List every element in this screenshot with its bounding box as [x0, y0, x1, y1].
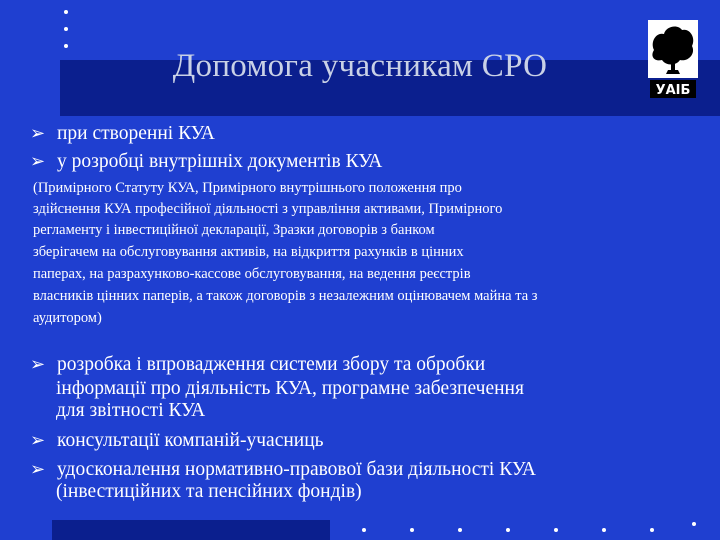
note-line: паперах, на разрахунково-кассове обслуговування, на ведення реєстрів [33, 266, 471, 282]
note-line: власників цінних паперів, а також договорів з незалежним оцінювачем майна та з [33, 288, 538, 304]
arrow-bullet-icon: ➢ [30, 459, 46, 480]
tree-logo [648, 20, 698, 100]
note-line: зберігачем на обслуговування активів, на відкриття рахунків в цінних [33, 244, 464, 260]
arrow-bullet-icon: ➢ [30, 430, 46, 451]
note-line: здійснення КУА професійної діяльності з управління активами, Примірного [33, 201, 503, 217]
bullet-continuation: інформації про діяльність КУА, програмне забезпечення [56, 378, 524, 399]
decor-dot [692, 522, 696, 526]
decor-dot [64, 27, 68, 31]
decor-dot [650, 528, 654, 532]
slide-title: Допомога учасникам СРО [172, 48, 548, 84]
decor-dot [64, 44, 68, 48]
decor-dot [64, 10, 68, 14]
decor-dot [458, 528, 462, 532]
decor-dot [410, 528, 414, 532]
note-line: регламенту і інвестиційної декларації, Зразки договорів з банком [33, 222, 435, 238]
decor-dot [602, 528, 606, 532]
decor-dot [362, 528, 366, 532]
arrow-bullet-icon: ➢ [30, 151, 46, 172]
bullet-continuation: для звітності КУА [56, 400, 206, 421]
decor-dot [554, 528, 558, 532]
bullet-continuation: (інвестиційних та пенсійних фондів) [56, 481, 362, 502]
logo-text: УАІБ [655, 83, 691, 98]
arrow-bullet-icon: ➢ [30, 354, 46, 375]
note-line: аудитором) [33, 310, 102, 326]
arrow-bullet-icon: ➢ [30, 123, 46, 144]
note-line: (Примірного Статуту КУА, Примірного внутрішнього положення про [33, 180, 462, 196]
decor-dot [506, 528, 510, 532]
bottom-band [52, 520, 330, 540]
